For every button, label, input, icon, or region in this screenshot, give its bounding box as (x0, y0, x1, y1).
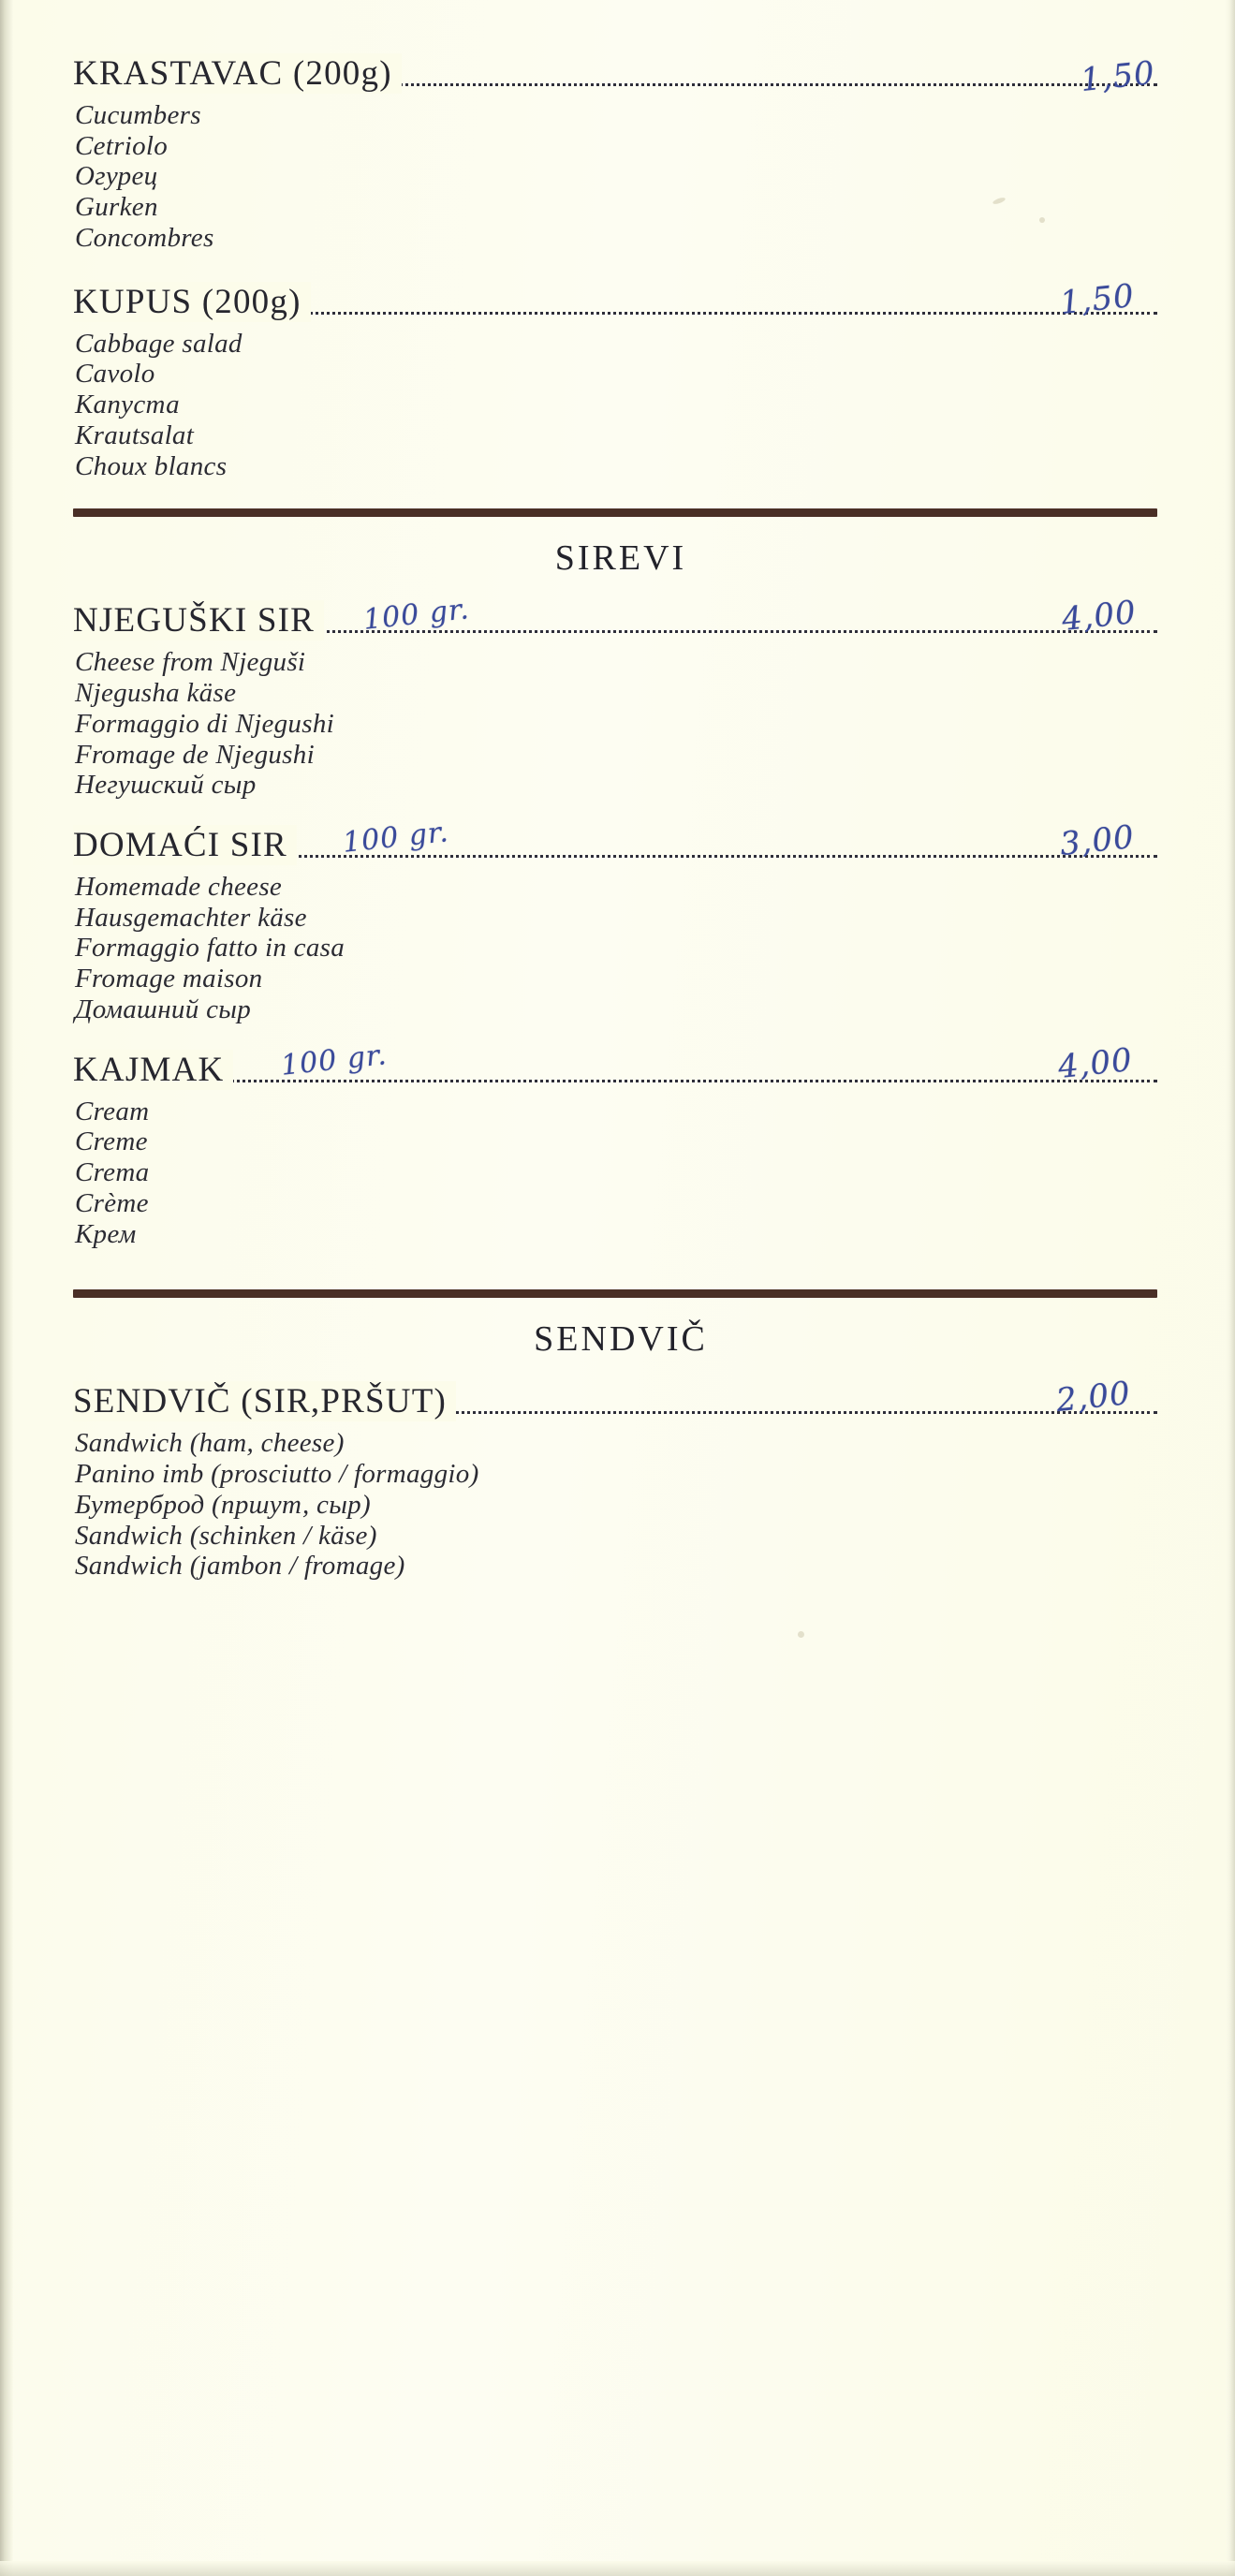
menu-entry (73, 49, 1169, 253)
price-handwriting: 1,50 (1079, 53, 1157, 100)
menu-entry (73, 1038, 1169, 1249)
entry-name: KAJMAK (73, 1050, 233, 1090)
scan-bottom-edge (0, 2561, 1235, 2576)
entry-translations (73, 101, 1169, 253)
price-handwriting: 3,00 (1058, 817, 1137, 864)
translation-line: Sandwich (schinken / käse) (75, 1520, 377, 1551)
translation-line: Sandwich (jambon / fromage) (75, 1551, 405, 1582)
entry-price (1058, 276, 1137, 322)
menu-entry (73, 277, 1169, 481)
entry-header (73, 1038, 1169, 1097)
entry-header (73, 1376, 1169, 1429)
translation-line: Gurken (75, 192, 158, 223)
translation-line: Fromage maison (75, 964, 263, 994)
entry-weight-note (341, 816, 451, 860)
translation-line: Cream (75, 1096, 150, 1126)
scan-right-edge (1226, 0, 1235, 2576)
section-divider (73, 508, 1157, 517)
section-title: SIREVI (554, 538, 687, 579)
translation-line: Капуста (75, 390, 180, 420)
menu-entry (73, 1376, 1169, 1581)
entry-name: NJEGUŠKI SIR (73, 600, 324, 640)
menu-section-salads (73, 0, 1169, 480)
translation-line: Choux blancs (75, 450, 228, 481)
translation-line: Cheese from Njeguši (75, 647, 306, 678)
translation-line: Formaggio di Njegushi (75, 708, 334, 739)
translation-line: Krautsalat (75, 420, 195, 450)
entry-weight-note (361, 593, 472, 638)
menu-section-sirevi (73, 537, 1169, 1248)
leader-dots (73, 1080, 1157, 1082)
entry-translations (73, 330, 1169, 481)
paper-speck (798, 1631, 804, 1638)
entry-header (73, 593, 1169, 648)
entry-price (1054, 1375, 1133, 1420)
translation-line: Crème (75, 1187, 149, 1218)
translation-line: Cavolo (75, 359, 155, 390)
translation-line: Hausgemachter käse (75, 902, 307, 933)
translation-line: Cetriolo (75, 130, 169, 161)
translation-line: Crema (75, 1157, 150, 1188)
entry-header (73, 816, 1169, 873)
section-divider (73, 1289, 1157, 1298)
translation-line: Крем (75, 1218, 137, 1249)
price-handwriting: 4,00 (1060, 594, 1139, 640)
translation-line: Formaggio fatto in casa (75, 933, 346, 964)
translation-line: Panino imb (prosciutto / formaggio) (75, 1459, 479, 1490)
translation-line: Creme (75, 1126, 148, 1157)
entry-header (73, 277, 1169, 330)
weight-handwriting: 100 gr. (361, 593, 472, 638)
menu-entry (73, 816, 1169, 1024)
entry-price (1056, 1040, 1135, 1086)
section-title: SENDVIČ (534, 1319, 708, 1360)
translation-line: Cucumbers (75, 100, 201, 130)
menu-entry (73, 593, 1169, 801)
entry-translations (73, 873, 1169, 1024)
translation-line: Огурец (75, 161, 158, 192)
weight-handwriting: 100 gr. (279, 1038, 390, 1082)
entry-translations (73, 648, 1169, 800)
price-handwriting: 4,00 (1056, 1040, 1135, 1086)
menu-content (73, 0, 1169, 1586)
translation-line: Njegusha käse (75, 678, 237, 709)
entry-name: DOMAĆI SIR (73, 825, 297, 865)
price-handwriting: 1,50 (1058, 276, 1137, 322)
entry-price (1058, 817, 1137, 864)
translation-line: Бутерброд (пршут, сыр) (75, 1489, 371, 1520)
entry-price (1079, 53, 1157, 100)
entry-translations (73, 1429, 1169, 1581)
weight-handwriting: 100 gr. (341, 816, 451, 860)
entry-name: KUPUS (200g) (73, 282, 311, 322)
translation-line: Fromage de Njegushi (75, 739, 315, 770)
translation-line: Негушский сыр (75, 770, 257, 801)
translation-line: Sandwich (ham, cheese) (75, 1428, 345, 1459)
entry-weight-note (279, 1038, 390, 1082)
scan-left-edge (0, 0, 13, 2576)
entry-name: KRASTAVAC (200g) (73, 53, 402, 94)
entry-price (1060, 594, 1139, 640)
translation-line: Homemade cheese (75, 872, 283, 903)
translation-line: Cabbage salad (75, 328, 243, 359)
entry-header (73, 49, 1169, 101)
entry-translations (73, 1097, 1169, 1249)
price-handwriting: 2,00 (1054, 1375, 1133, 1420)
translation-line: Домашний сыр (75, 994, 251, 1024)
menu-section-sendvic (73, 1318, 1169, 1581)
translation-line: Concombres (75, 222, 214, 253)
entry-name: SENDVIČ (SIR,PRŠUT) (73, 1381, 456, 1421)
